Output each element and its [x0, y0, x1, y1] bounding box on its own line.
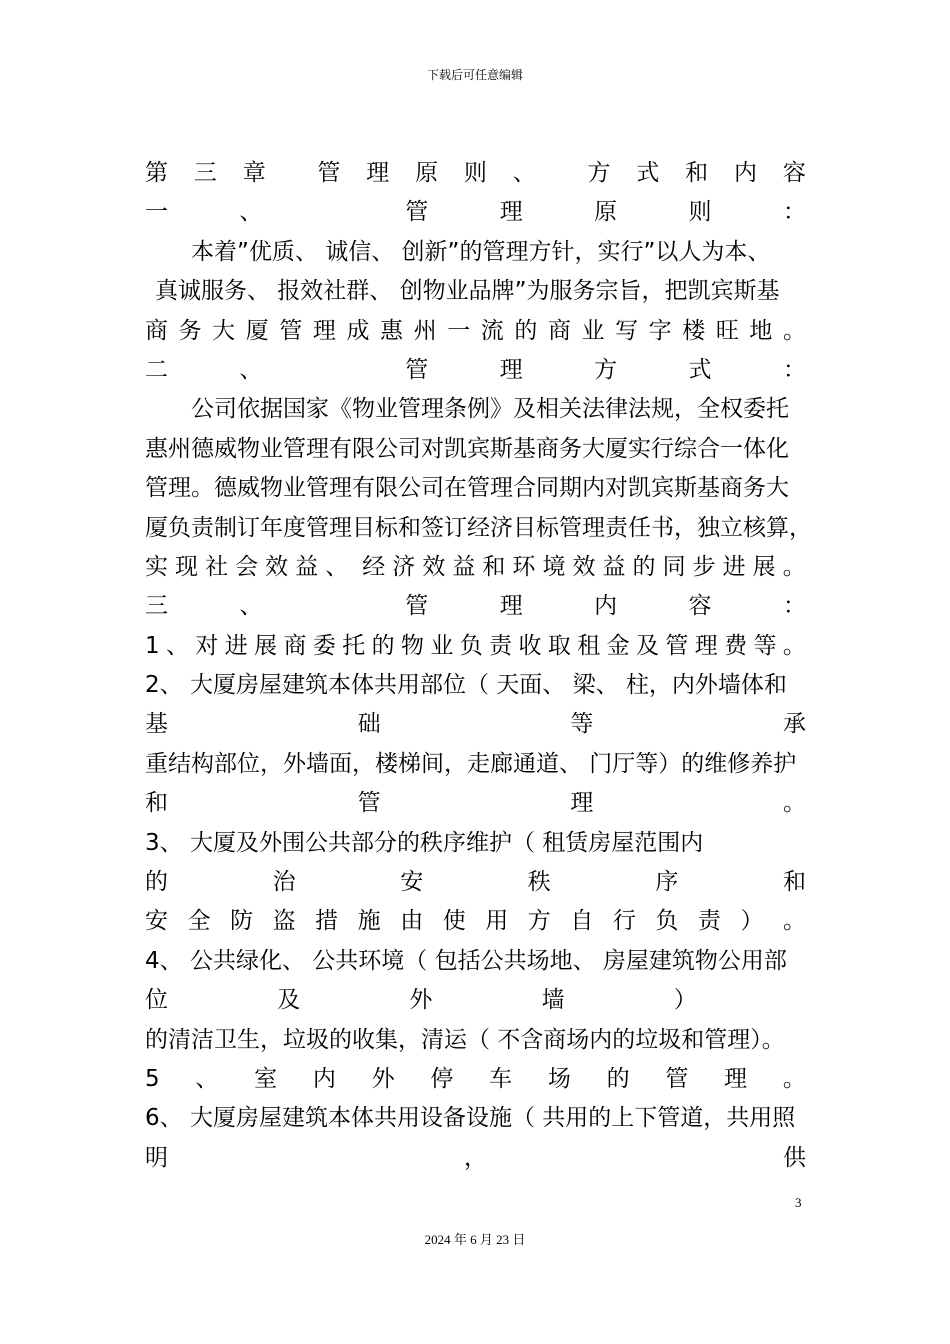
text-token: 自 — [570, 908, 594, 935]
text-token: 益 — [602, 553, 626, 580]
text-token: 理 — [694, 632, 718, 659]
text-token: 、 — [239, 593, 263, 620]
text-token: 理 — [499, 199, 523, 226]
text-token: 经 — [362, 553, 386, 580]
text-token: 则 — [688, 199, 712, 226]
text-line — [145, 154, 806, 193]
text-token: 实 — [145, 553, 168, 580]
text-token: 字 — [648, 317, 672, 344]
text-token: 负 — [655, 908, 679, 935]
text-token: 成 — [346, 317, 370, 344]
text-token: 安 — [145, 908, 168, 935]
text-token: ） — [673, 987, 697, 1014]
text-token: 等 — [570, 711, 594, 738]
text-token: 、 — [166, 632, 190, 659]
text-token: 济 — [392, 553, 416, 580]
text-token: 展 — [254, 632, 278, 659]
text-token: 安 — [400, 869, 424, 896]
text-token: 方 — [594, 356, 618, 383]
text-token: 委 — [312, 632, 336, 659]
text-token: 措 — [315, 908, 339, 935]
text-token: 环 — [512, 553, 536, 580]
text-token: 防 — [230, 908, 254, 935]
text-token: 等 — [753, 632, 777, 659]
text-token: 三 — [145, 593, 168, 620]
text-token: 。 — [782, 908, 806, 935]
text-token: 效 — [422, 553, 446, 580]
text-token: 室 — [254, 1065, 278, 1092]
text-token: 租 — [577, 632, 601, 659]
text-token: 全 — [187, 908, 211, 935]
text-token: 金 — [606, 632, 630, 659]
text-token: 托 — [342, 632, 366, 659]
text-token: 的 — [514, 317, 538, 344]
text-token: 管 — [317, 160, 341, 186]
text-token: 管 — [665, 1065, 689, 1092]
text-token: 三 — [193, 160, 217, 186]
text-token: 理 — [724, 1065, 748, 1092]
text-token: 境 — [542, 553, 566, 580]
text-line — [145, 784, 806, 823]
text-token: 的 — [632, 553, 656, 580]
text-token: 现 — [175, 553, 199, 580]
text-line: 厦负责制订年度管理目标和签订经济目标管理责任书，独立核算， — [145, 514, 812, 541]
text-line — [145, 1139, 806, 1178]
text-token: 式 — [636, 160, 660, 186]
text-token: 及 — [277, 987, 301, 1014]
text-line: 惠州德威物业管理有限公司对凯宾斯基商务大厦实行综合一体化 — [145, 435, 789, 462]
text-token: 进 — [224, 632, 248, 659]
text-token: 管 — [357, 790, 381, 817]
text-token: 写 — [615, 317, 639, 344]
text-token: 原 — [594, 199, 618, 226]
text-line: 公司依据国家《物业管理条例》及相关法律法规，全权委托 — [191, 396, 789, 423]
text-line — [145, 312, 806, 351]
text-token: 务 — [178, 317, 202, 344]
text-line — [145, 351, 806, 390]
text-line: 本着”优质、 诚信、 创新”的管理方针，实行”以人为本、 — [191, 238, 771, 265]
page-footer-date: 2024 年 6 月 23 日 — [424, 1232, 526, 1247]
text-token: 一 — [145, 199, 168, 226]
text-token: 。 — [782, 317, 806, 344]
text-token: 容 — [688, 593, 712, 620]
text-token: 业 — [430, 632, 454, 659]
text-token: 外 — [409, 987, 433, 1014]
text-token: 效 — [572, 553, 596, 580]
text-token: 理 — [499, 356, 523, 383]
text-token: 商 — [145, 317, 168, 344]
text-line: 真诚服务、 报效社群、 创物业品牌”为服务宗旨，把凯宾斯基 — [155, 278, 780, 305]
text-token: 州 — [413, 317, 437, 344]
text-token: 理 — [312, 317, 336, 344]
text-token: 的 — [371, 632, 395, 659]
text-token: 和 — [782, 869, 806, 896]
text-line: 的清洁卫生，垃圾的收集，清运（ 不含商场内的垃圾和管理）。 — [145, 1026, 785, 1053]
text-token: 盗 — [272, 908, 296, 935]
text-token: 明 — [145, 1144, 168, 1171]
text-token: 厦 — [245, 317, 269, 344]
text-token: 管 — [405, 593, 429, 620]
text-token: 原 — [415, 160, 439, 186]
text-token: 序 — [655, 869, 679, 896]
text-line — [145, 1060, 806, 1099]
text-token: 管 — [279, 317, 303, 344]
text-token: 费 — [724, 632, 748, 659]
text-token: 责 — [697, 908, 721, 935]
text-token: 、 — [512, 160, 536, 186]
text-line: 3、 大厦及外围公共部分的秩序维护（ 租赁房屋范围内 — [145, 829, 704, 856]
text-token: 同 — [662, 553, 686, 580]
text-token: 方 — [527, 908, 551, 935]
text-token: 惠 — [380, 317, 404, 344]
text-token: 式 — [688, 356, 712, 383]
document-body — [145, 154, 812, 1178]
text-line — [145, 981, 806, 1020]
text-token: 基 — [145, 711, 168, 738]
text-token: 楼 — [682, 317, 706, 344]
text-token: 商 — [283, 632, 307, 659]
text-token: 外 — [371, 1065, 395, 1092]
text-token: 供 — [783, 1144, 806, 1171]
text-token: 理 — [499, 593, 523, 620]
text-token: 管 — [665, 632, 689, 659]
text-line — [145, 548, 806, 587]
text-token: 和 — [145, 790, 168, 817]
text-line: 6、 大厦房屋建筑本体共用设备设施（ 共用的上下管道，共用照 — [145, 1105, 796, 1132]
text-token: 容 — [782, 160, 806, 186]
text-token: 物 — [401, 632, 425, 659]
text-token: 及 — [636, 632, 660, 659]
text-token: 、 — [325, 553, 349, 580]
text-line: 4、 公共绿化、 公共环境（ 包括公共场地、 房屋建筑物公用部 — [145, 947, 787, 974]
text-token: 车 — [489, 1065, 513, 1092]
text-line — [145, 863, 806, 902]
text-token: 对 — [195, 632, 219, 659]
text-token: 行 — [612, 908, 636, 935]
text-token: 内 — [594, 593, 618, 620]
text-token: 地 — [749, 317, 773, 344]
text-token: 5 — [145, 1065, 160, 1092]
text-token: ： — [782, 199, 806, 226]
text-token: 由 — [400, 908, 424, 935]
text-token: 收 — [518, 632, 542, 659]
text-token: ： — [782, 593, 806, 620]
text-token: 秩 — [527, 869, 551, 896]
text-token: 场 — [547, 1065, 571, 1092]
text-token: ， — [464, 1144, 487, 1171]
text-token: 则 — [463, 160, 487, 186]
text-token: 业 — [581, 317, 605, 344]
text-token: 取 — [547, 632, 571, 659]
text-token: 展 — [752, 553, 776, 580]
text-line — [145, 627, 806, 666]
text-token: 社 — [205, 553, 229, 580]
text-token: 旺 — [715, 317, 739, 344]
text-token: 的 — [145, 869, 168, 896]
text-token: 二 — [145, 356, 168, 383]
text-token: 管 — [405, 356, 429, 383]
text-token: 管 — [405, 199, 429, 226]
text-token: 理 — [366, 160, 390, 186]
text-token: 商 — [547, 317, 571, 344]
text-line — [145, 587, 806, 626]
text-token: 理 — [570, 790, 594, 817]
text-token: 流 — [480, 317, 504, 344]
text-token: 施 — [357, 908, 381, 935]
text-line — [145, 193, 806, 232]
text-token: 承 — [782, 711, 806, 738]
text-token: 1 — [145, 632, 160, 659]
text-token: 责 — [489, 632, 513, 659]
text-token: 章 — [242, 160, 266, 186]
text-line: 管理。德威物业管理有限公司在管理合同期内对凯宾斯基商务大 — [145, 475, 789, 502]
text-token: 使 — [442, 908, 466, 935]
text-line — [145, 705, 806, 744]
text-token: 。 — [782, 1065, 806, 1092]
text-token: 停 — [430, 1065, 454, 1092]
text-token: 一 — [447, 317, 471, 344]
text-token: 第 — [145, 160, 168, 186]
text-token: 益 — [295, 553, 319, 580]
text-token: 治 — [272, 869, 296, 896]
text-token: 用 — [485, 908, 509, 935]
text-token: 和 — [685, 160, 709, 186]
text-token: 。 — [782, 553, 806, 580]
text-token: 、 — [239, 199, 263, 226]
text-token: 、 — [195, 1065, 219, 1092]
text-token: 步 — [692, 553, 716, 580]
page-header: 下载后可任意编辑 — [426, 68, 523, 82]
text-token: 内 — [312, 1065, 336, 1092]
page-number: 3 — [795, 1195, 802, 1210]
text-token: ： — [782, 356, 806, 383]
text-token: 的 — [606, 1065, 630, 1092]
text-token: 会 — [235, 553, 259, 580]
text-token: 大 — [212, 317, 236, 344]
text-token: 负 — [459, 632, 483, 659]
text-line: 2、 大厦房屋建筑本体共用部位（ 天面、 梁、 柱，内外墙体和 — [145, 672, 787, 699]
text-token: 墙 — [541, 987, 565, 1014]
text-token: 内 — [733, 160, 757, 186]
text-token: 方 — [587, 160, 611, 186]
text-token: 、 — [239, 356, 263, 383]
text-line: 重结构部位，外墙面，楼梯间，走廊通道、 门厅等）的维修养护 — [145, 750, 797, 777]
text-token: 础 — [357, 711, 381, 738]
text-token: 效 — [265, 553, 289, 580]
text-token: 和 — [482, 553, 506, 580]
text-line — [145, 902, 806, 941]
text-token: 进 — [722, 553, 746, 580]
text-token: 益 — [452, 553, 476, 580]
text-token: 。 — [782, 632, 806, 659]
text-token: ） — [740, 908, 764, 935]
text-token: 位 — [145, 987, 168, 1014]
text-token: 。 — [782, 790, 806, 817]
